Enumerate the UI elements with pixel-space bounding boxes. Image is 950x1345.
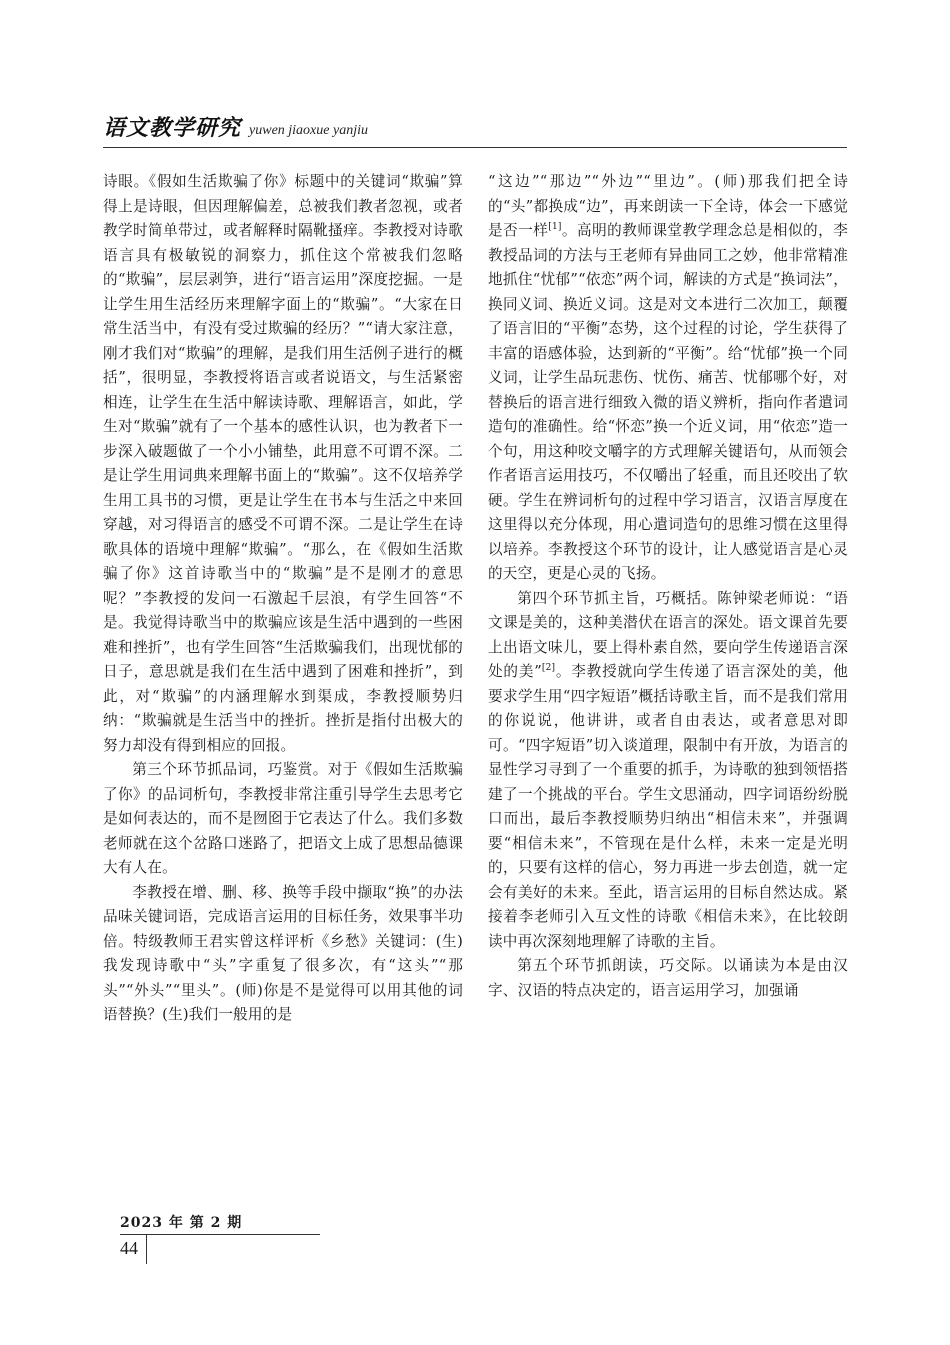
page-number: 44 [120, 1238, 138, 1258]
running-header [103, 112, 368, 142]
right-column [488, 170, 848, 1003]
header-rule [103, 147, 847, 148]
paragraph: 第五个环节抓朗读，巧交际。以诵读为本是由汉字、汉语的特点决定的，语言运用学习，加强诵 [488, 957, 848, 999]
page-number-bar [146, 1234, 147, 1264]
footer-rule [120, 1234, 320, 1235]
left-column [103, 170, 463, 1028]
paragraph-text: 。高明的教师课堂教学理念总是相似的，李教授品词的方法与王老师有异曲同工之妙，他非常精准地抓住“忧郁”“依恋”两个词，解读的方式是“换词法”，换同义词、换近义词。这是对文本进行二次加工，颠覆了语言旧的“平衡”态势，这个过程的讨论，学生获得了丰富的语感体验，达到新的“平衡”。给“忧郁”换一个同义词，让学生品玩悲伤、忧伤、痛苦、忧郁哪个好，对替换后的语言进行细致入微的语义辨析，指向作者遣词造句的准确性。给“怀恋”换一个近义词，用“依恋”造一个句，用这种咬文嚼字的方式理解关键语句，从而领会作者语言运用技巧，不仅嚼出了轻重，而且还咬出了软硬。学生在辨词析句的过程中学习语言，汉语言厚度在这里得以充分体现，用心遣词造句的思维习惯在这里得以培养。李教授这个环节的设计，让人感觉语言是心灵的天空，更是心灵的飞扬。 [488, 222, 848, 582]
paragraph [488, 170, 848, 587]
issue-label: 2023 年 第 2 期 [120, 1215, 243, 1231]
journal-title-cn: 语文教学研究 [103, 115, 242, 141]
citation-ref: [1] [548, 222, 562, 233]
paragraph-text: 第四个环节抓主旨，巧概括。陈钟梁老师说：“语文课是美的，这种美潜伏在语言的深处。语文课首先要上出语文味儿，要上得朴素自然，要向学生传递语言深处的美” [488, 589, 848, 680]
paragraph: 李教授在增、删、移、换等手段中撷取“换”的办法品味关键词语，完成语言运用的目标任务，效果事半功倍。特级教师王君实曾这样评析《乡愁》关键词：(生)我发现诗歌中“头”字重复了很多次，有“这头”“那头”“外头”“里头”。(师)你是不是觉得可以用其他的词语替换？(生)我们一般用的是 [103, 883, 463, 1023]
paragraph: 诗眼。《假如生活欺骗了你》标题中的关键词“欺骗”算得上是诗眼，但因理解偏差，总被我们教者忽视，或者教学时简单带过，或者解释时隔靴搔痒。李教授对诗歌语言具有极敏锐的洞察力，抓住这个常被我们忽略的“欺骗”，层层剥笋，进行“语言运用”深度挖掘。一是让学生用生活经历来理解字面上的“欺骗”。“大家在日常生活当中，有没有受过欺骗的经历？”“请大家注意，刚才我们对“欺骗”的理解，是我们用生活例子进行的概括”，很明显，李教授将语言或者说语文，与生活紧密相连，让学生在生活中解读诗歌、理解语言，如此，学生对“欺骗”就有了一个基本的感性认识，也为教者下一步深入破题做了一个小小铺垫，此用意不可谓不深。二是让学生用词典来理解书面上的“欺骗”。这不仅培养学生用工具书的习惯，更是让学生在书本与生活之中来回穿越，对习得语言的感受不可谓不深。二是让学生在诗歌具体的语境中理解“欺骗”。“那么，在《假如生活欺骗了你》这首诗歌当中的“欺骗”是不是刚才的意思呢？”李教授的发问一石激起千层浪，有学生回答“不是。我觉得诗歌当中的欺骗应该是生活中遇到的一些困难和挫折”，也有学生回答“生活欺骗我们，出现忧郁的日子，意思就是我们在生活中遇到了困难和挫折”，到此，对“欺骗”的内涵理解水到渠成，李教授顺势归纳：“欺骗就是生活当中的挫折。挫折是指付出极大的努力却没有得到相应的回报。 [103, 173, 463, 754]
paragraph: 第三个环节抓品词，巧鉴赏。对于《假如生活欺骗了你》的品词析句，李教授非常注重引导学生去思考它是如何表达的，而不是囫囵于它表达了什么。我们多数老师就在这个岔路口迷路了，把语文上成了思想品德课大有人在。 [103, 761, 463, 876]
journal-title-pinyin: yuwen jiaoxue yanjiu [249, 123, 368, 138]
citation-ref: [2] [541, 663, 556, 674]
paragraph-text: “这边”“那边”“外边”“里边”。(师)那我们把全诗的“头”都换成“边”，再来朗读一下全诗，体会一下感觉是否一样 [488, 173, 848, 239]
paragraph [488, 587, 848, 955]
paragraph-text: 。李教授就向学生传递了语言深处的美，他要求学生用“四字短语”概括诗歌主旨，而不是我们常用的你说说，他讲讲，或者自由表达，或者意思对即可。“四字短语”切入谈道理，限制中有开放，为语言的显性学习寻到了一个重要的抓手，为诗歌的独到领悟搭建了一个挑战的平台。学生文思涌动，四字词语纷纷脱口而出，最后李教授顺势归纳出“相信未来”，并强调要“相信未来”，不管现在是什么样，未来一定是光明的，只要有这样的信心，努力再进一步去创造，就一定会有美好的未来。至此，语言运用的目标自然达成。紧接着李老师引入互文性的诗歌《相信未来》，在比较朗读中再次深刻地理解了诗歌的主旨。 [488, 663, 848, 950]
